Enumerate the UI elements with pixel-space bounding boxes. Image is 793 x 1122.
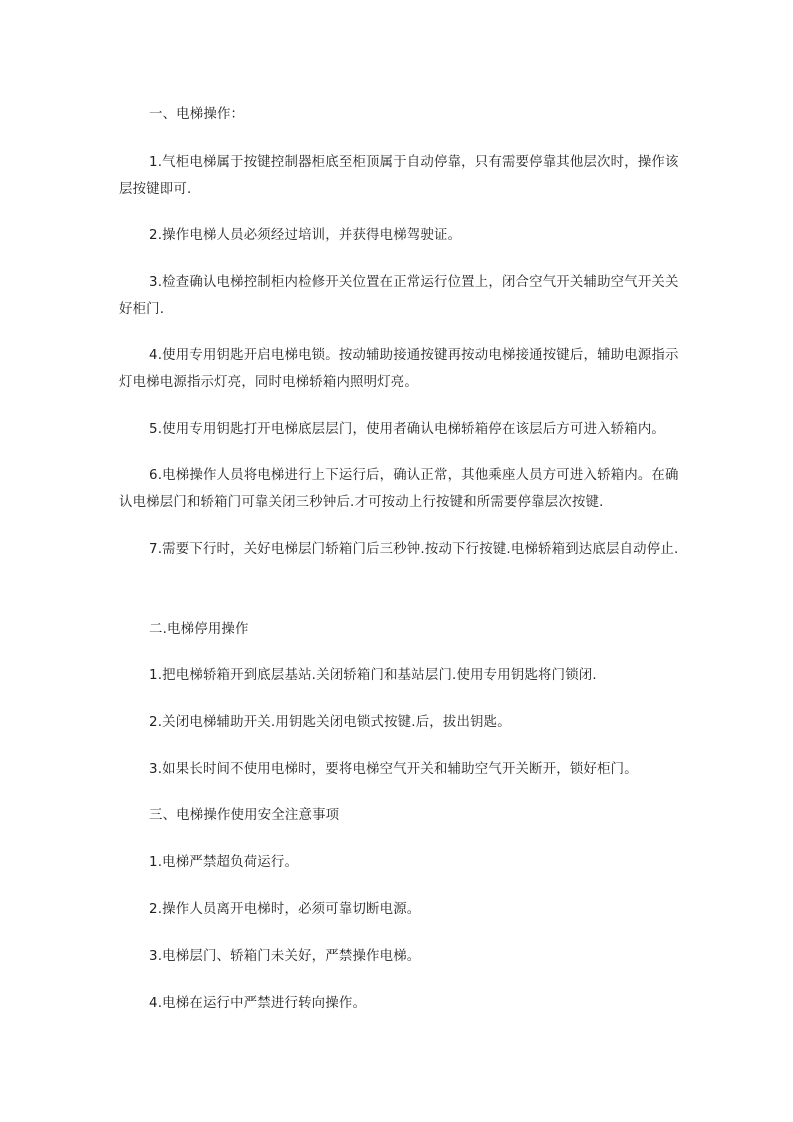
paragraph-3-1: 1.电梯严禁超负荷运行。 bbox=[149, 855, 299, 870]
section-heading-elevator-operation: 一、电梯操作： bbox=[149, 107, 245, 122]
paragraph-2-2: 2.关闭电梯辅助开关.用钥匙关闭电锁式按键.后，拔出钥匙。 bbox=[149, 715, 511, 730]
paragraph-1-3: 3.检查确认电梯控制柜内检修开关位置在正常运行位置上，闭合空气开关辅助空气开关关好柜门. bbox=[119, 275, 679, 317]
paragraph-3-2: 2.操作人员离开电梯时，必须可靠切断电源。 bbox=[149, 902, 421, 917]
paragraph-3-3: 3.电梯层门、轿箱门未关好，严禁操作电梯。 bbox=[149, 949, 421, 964]
paragraph-1-4: 4.使用专用钥匙开启电梯电锁。按动辅助接通按键再按动电梯接通按键后，辅助电源指示灯电梯电源指示灯亮，同时电梯轿箱内照明灯亮。 bbox=[119, 348, 679, 390]
paragraph-1-2: 2.操作电梯人员必须经过培训，并获得电梯驾驶证。 bbox=[149, 228, 462, 243]
section-heading-safety-notes: 三、电梯操作使用安全注意事项 bbox=[149, 808, 340, 823]
paragraph-1-6: 6.电梯操作人员将电梯进行上下运行后，确认正常，其他乘座人员方可进入轿箱内。在确认电梯层门和轿箱门可靠关闭三秒钟后.才可按动上行按键和所需要停靠层次按键. bbox=[119, 468, 679, 510]
paragraph-3-4: 4.电梯在运行中严禁进行转向操作。 bbox=[149, 996, 367, 1011]
paragraph-2-1: 1.把电梯轿箱开到底层基站.关闭轿箱门和基站层门.使用专用钥匙将门锁闭. bbox=[149, 668, 597, 683]
paragraph-1-5: 5.使用专用钥匙打开电梯底层层门，使用者确认电梯轿箱停在该层后方可进入轿箱内。 bbox=[149, 422, 666, 437]
paragraph-1-7: 7.需要下行时，关好电梯层门轿箱门后三秒钟.按动下行按键.电梯轿箱到达底层自动停止. bbox=[149, 542, 679, 557]
section-heading-elevator-shutdown: 二.电梯停用操作 bbox=[149, 622, 249, 637]
paragraph-1-1: 1.气柜电梯属于按键控制器柜底至柜顶属于自动停靠，只有需要停靠其他层次时，操作该层按键即可. bbox=[119, 155, 679, 197]
paragraph-2-3: 3.如果长时间不使用电梯时，要将电梯空气开关和辅助空气开关断开，锁好柜门。 bbox=[149, 762, 638, 777]
